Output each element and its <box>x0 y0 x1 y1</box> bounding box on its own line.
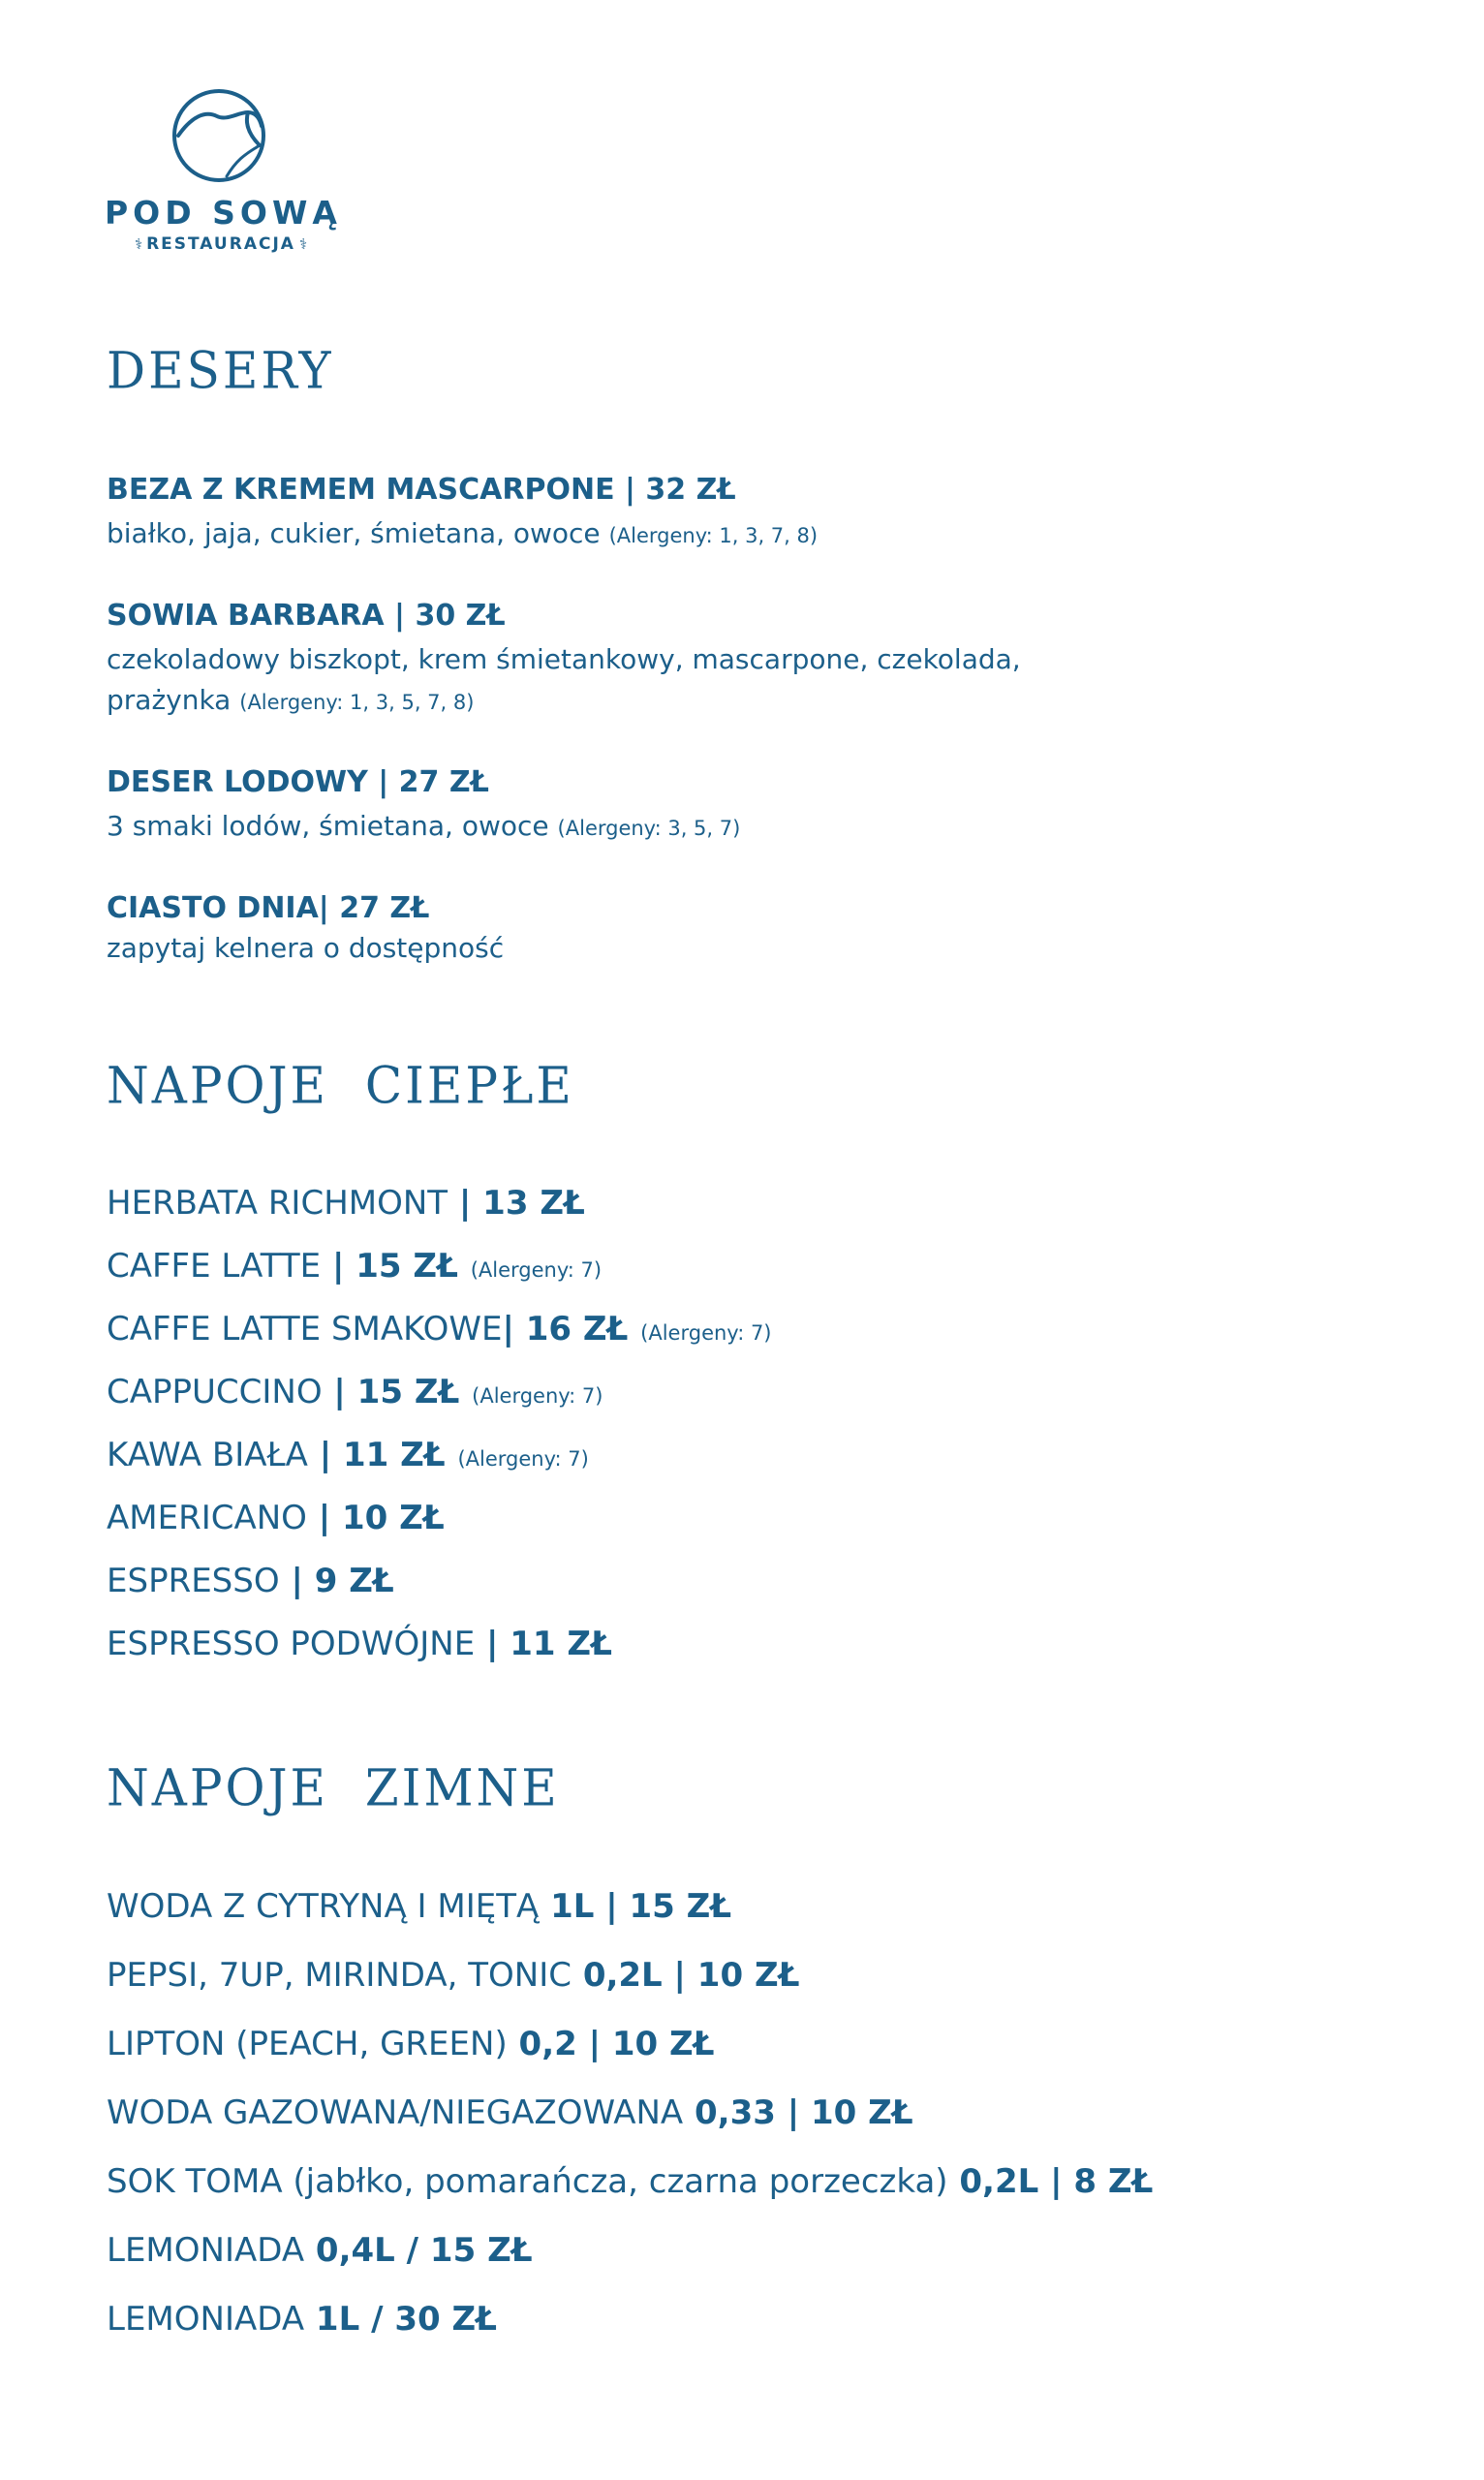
logo-subtitle-text: RESTAURACJA <box>146 234 295 254</box>
owl-mountain-emblem-icon <box>170 87 267 184</box>
section-title-napoje-zimne: NAPOJE ZIMNE <box>107 1758 560 1817</box>
cold-drink-item: WODA Z CYTRYNĄ I MIĘTĄ 1L | 15 ZŁ <box>107 1887 732 1926</box>
allergen-note: (Alergeny: 7) <box>640 1321 772 1345</box>
cold-drink-item: LEMONIADA 1L / 30 ZŁ <box>107 2300 497 2339</box>
hot-drink-item: HERBATA RICHMONT | 13 ZŁ <box>107 1184 585 1223</box>
cold-drink-item: PEPSI, 7UP, MIRINDA, TONIC 0,2L | 10 ZŁ <box>107 1956 800 1995</box>
allergen-note: (Alergeny: 1, 3, 7, 8) <box>608 524 819 547</box>
allergen-note: (Alergeny: 7) <box>457 1447 589 1471</box>
hot-drink-item: AMERICANO | 10 ZŁ <box>107 1499 445 1537</box>
dessert-description: białko, jaja, cukier, śmietana, owoce (Alergeny: 1, 3, 7, 8) <box>107 517 819 549</box>
hot-drink-item: ESPRESSO PODWÓJNE | 11 ZŁ <box>107 1625 612 1663</box>
section-title-desery: DESERY <box>107 341 334 400</box>
hot-drink-item: CAFFE LATTE SMAKOWE| 16 ZŁ (Alergeny: 7) <box>107 1310 772 1348</box>
dessert-description: zapytaj kelnera o dostępność <box>107 932 505 964</box>
caduceus-right-icon: ⚕ <box>298 235 308 253</box>
dessert-title: DESER LODOWY | 27 ZŁ <box>107 765 489 799</box>
allergen-note: (Alergeny: 1, 3, 5, 7, 8) <box>239 691 475 714</box>
cold-drink-item: LIPTON (PEACH, GREEN) 0,2 | 10 ZŁ <box>107 2025 715 2063</box>
cold-drink-item: SOK TOMA (jabłko, pomarańcza, czarna porzeczka) 0,2L | 8 ZŁ <box>107 2162 1154 2201</box>
dessert-title: CIASTO DNIA| 27 ZŁ <box>107 891 430 925</box>
caduceus-left-icon: ⚕ <box>134 235 143 253</box>
allergen-note: (Alergeny: 7) <box>472 1384 603 1408</box>
dessert-title: SOWIA BARBARA | 30 ZŁ <box>107 599 506 633</box>
hot-drink-item: ESPRESSO | 9 ZŁ <box>107 1562 394 1600</box>
section-title-napoje-cieple: NAPOJE CIEPŁE <box>107 1056 574 1115</box>
hot-drink-item: KAWA BIAŁA | 11 ZŁ (Alergeny: 7) <box>107 1436 589 1474</box>
logo-name: POD SOWĄ <box>105 194 342 232</box>
dessert-description: 3 smaki lodów, śmietana, owoce (Alergeny: 3, 5, 7) <box>107 810 741 842</box>
logo-subtitle <box>105 234 337 254</box>
cold-drink-item: WODA GAZOWANA/NIEGAZOWANA 0,33 | 10 ZŁ <box>107 2093 913 2132</box>
cold-drink-item: LEMONIADA 0,4L / 15 ZŁ <box>107 2231 533 2270</box>
allergen-note: (Alergeny: 3, 5, 7) <box>557 817 741 840</box>
hot-drink-item: CAPPUCCINO | 15 ZŁ (Alergeny: 7) <box>107 1373 603 1411</box>
dessert-description: czekoladowy biszkopt, krem śmietankowy, mascarpone, czekolada, prażynka (Alergeny: 1, 3, 5, 7, 8) <box>107 643 1021 716</box>
hot-drink-item: CAFFE LATTE | 15 ZŁ (Alergeny: 7) <box>107 1247 603 1286</box>
dessert-title: BEZA Z KREMEM MASCARPONE | 32 ZŁ <box>107 473 736 507</box>
allergen-note: (Alergeny: 7) <box>470 1258 603 1282</box>
